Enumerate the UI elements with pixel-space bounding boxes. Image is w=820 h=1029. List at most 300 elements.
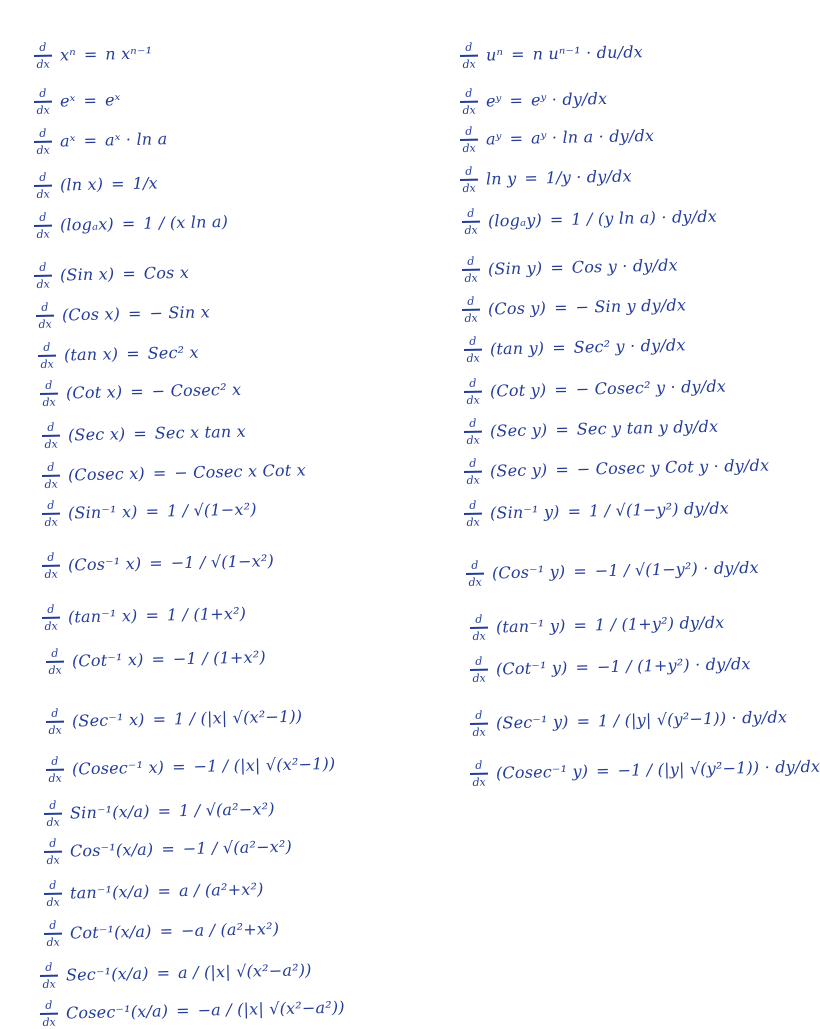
d-dx-numerator: d [39, 170, 47, 184]
d-dx-numerator: d [469, 334, 477, 348]
d-dx-operator [470, 614, 489, 642]
formula-rhs: Sec x tan x [154, 421, 247, 443]
formula-rhs: eˣ [104, 89, 121, 110]
derivative-formula [460, 38, 643, 69]
equals-sign: = [83, 90, 98, 110]
d-dx-numerator: d [39, 40, 47, 54]
fraction-bar [462, 221, 480, 223]
d-dx-denominator: dx [48, 723, 62, 737]
formula-lhs: (Sin x) [59, 264, 115, 285]
formula-rhs: Cos x [143, 262, 190, 283]
derivative-formula [34, 40, 153, 70]
d-dx-operator [470, 656, 489, 684]
formula-lhs: Sin⁻¹(x/a) [69, 801, 150, 823]
derivative-formula [464, 373, 727, 406]
d-dx-operator [470, 760, 489, 788]
equals-sign: = [83, 130, 98, 150]
derivative-formula [34, 86, 121, 115]
d-dx-operator [464, 500, 483, 528]
d-dx-numerator: d [47, 550, 55, 564]
d-dx-numerator: d [475, 708, 483, 722]
d-dx-denominator: dx [464, 271, 478, 285]
formula-rhs: Sec² y · dy/dx [573, 335, 686, 357]
derivative-formula [42, 496, 257, 528]
derivative-formula [40, 956, 312, 989]
equals-sign: = [145, 605, 160, 625]
derivative-formula [42, 418, 246, 450]
fraction-bar [470, 669, 488, 671]
formula-lhs: (Cosec x) [67, 463, 146, 485]
d-dx-numerator: d [51, 646, 59, 660]
derivative-formula [34, 169, 158, 199]
formula-rhs: a / (|x| √(x²−a²)) [177, 960, 312, 982]
d-dx-numerator: d [41, 300, 49, 314]
fraction-bar [460, 55, 478, 57]
d-dx-numerator: d [47, 498, 55, 512]
d-dx-numerator: d [51, 754, 59, 768]
d-dx-operator [464, 378, 483, 406]
derivative-formula [38, 339, 199, 370]
d-dx-denominator: dx [462, 57, 476, 71]
formula-rhs: 1 / (|y| √(y²−1)) · dy/dx [597, 707, 788, 731]
fraction-bar [464, 391, 482, 393]
d-dx-numerator: d [469, 416, 477, 430]
formula-rhs: 1 / (x ln a) [143, 211, 229, 233]
formula-lhs: (tan x) [63, 344, 119, 365]
fraction-bar [34, 225, 52, 227]
equals-sign: = [554, 379, 568, 399]
fraction-bar [42, 617, 60, 619]
fraction-bar [34, 55, 52, 57]
equals-sign: = [130, 381, 144, 401]
d-dx-operator [42, 462, 61, 490]
d-dx-denominator: dx [38, 317, 52, 331]
d-dx-denominator: dx [48, 663, 62, 677]
d-dx-numerator: d [465, 124, 473, 138]
d-dx-numerator: d [39, 86, 47, 100]
derivative-formula [44, 875, 264, 907]
formula-rhs: − Sin x [149, 302, 211, 323]
formula-lhs: (Cot⁻¹ y) [495, 657, 568, 679]
d-dx-denominator: dx [472, 671, 486, 685]
derivative-formula [42, 600, 247, 632]
equals-sign: = [149, 553, 163, 573]
d-dx-operator [46, 708, 65, 736]
d-dx-numerator: d [45, 960, 53, 974]
formula-rhs: 1/x [132, 173, 158, 193]
fraction-bar [34, 141, 52, 143]
d-dx-denominator: dx [472, 775, 486, 789]
fraction-bar [44, 851, 62, 853]
formula-rhs: −1 / √(a²−x²) [182, 836, 293, 858]
formula-lhs: eʸ [485, 90, 502, 111]
d-dx-operator [460, 166, 479, 194]
equals-sign: = [555, 419, 569, 439]
derivative-formula [44, 795, 275, 827]
fraction-bar [44, 813, 62, 815]
fraction-bar [462, 309, 480, 311]
fraction-bar [42, 435, 60, 437]
d-dx-numerator: d [469, 376, 477, 390]
equals-sign: = [110, 173, 125, 194]
d-dx-numerator: d [49, 878, 57, 892]
fraction-bar [34, 185, 52, 187]
formula-lhs: uⁿ [485, 44, 504, 65]
d-dx-numerator: d [47, 460, 55, 474]
formula-lhs: (tan⁻¹ y) [495, 615, 566, 637]
d-dx-operator [42, 500, 61, 528]
d-dx-numerator: d [47, 420, 55, 434]
d-dx-numerator: d [45, 998, 53, 1012]
d-dx-operator [34, 42, 53, 70]
derivative-formula [34, 259, 190, 290]
d-dx-numerator: d [467, 254, 475, 268]
derivative-formula [44, 915, 280, 947]
formula-rhs: − Cosec y Cot y · dy/dx [576, 455, 770, 479]
formula-rhs: a / (a²+x²) [178, 879, 264, 900]
fraction-bar [42, 475, 60, 477]
fraction-bar [40, 393, 58, 395]
equals-sign: = [161, 839, 175, 859]
formula-lhs: Cot⁻¹(x/a) [69, 921, 152, 943]
formula-rhs: n uⁿ⁻¹ · du/dx [532, 41, 644, 64]
fraction-bar [44, 933, 62, 935]
d-dx-numerator: d [49, 836, 57, 850]
d-dx-numerator: d [49, 918, 57, 932]
d-dx-denominator: dx [42, 1015, 56, 1029]
d-dx-denominator: dx [466, 515, 480, 529]
fraction-bar [460, 179, 478, 181]
formula-lhs: (Sec⁻¹ x) [71, 709, 145, 731]
equals-sign: = [151, 649, 166, 669]
derivative-formula [42, 547, 275, 579]
d-dx-numerator: d [39, 260, 47, 274]
equals-sign: = [524, 168, 538, 188]
formula-lhs: (Cot x) [65, 382, 123, 403]
d-dx-denominator: dx [44, 619, 58, 633]
formula-rhs: 1 / √(a²−x²) [178, 798, 275, 820]
d-dx-numerator: d [475, 758, 483, 772]
d-dx-denominator: dx [42, 977, 56, 991]
d-dx-operator [464, 336, 483, 364]
d-dx-numerator: d [51, 706, 59, 720]
d-dx-numerator: d [475, 654, 483, 668]
derivative-formula [464, 494, 729, 527]
derivative-formula [42, 456, 306, 489]
formula-lhs: Sec⁻¹(x/a) [65, 963, 149, 985]
derivative-formula [36, 298, 210, 329]
equals-sign: = [509, 90, 524, 110]
d-dx-numerator: d [465, 86, 473, 100]
formula-lhs: tan⁻¹(x/a) [69, 881, 150, 903]
d-dx-denominator: dx [46, 895, 60, 909]
d-dx-numerator: d [467, 206, 475, 220]
formula-rhs: aˣ · ln a [104, 128, 168, 150]
d-dx-denominator: dx [472, 725, 486, 739]
d-dx-operator [44, 880, 63, 908]
formula-lhs: xⁿ [59, 44, 77, 65]
d-dx-denominator: dx [462, 103, 476, 117]
d-dx-numerator: d [465, 164, 473, 178]
equals-sign: = [145, 501, 160, 521]
formula-lhs: (logₐy) [487, 210, 543, 231]
d-dx-numerator: d [465, 40, 473, 54]
fraction-bar [38, 355, 56, 357]
d-dx-numerator: d [469, 456, 477, 470]
equals-sign: = [575, 657, 590, 677]
formula-rhs: −a / (|x| √(x²−a²)) [197, 997, 345, 1020]
d-dx-denominator: dx [36, 227, 50, 241]
equals-sign: = [509, 128, 524, 148]
formula-lhs: (Sin⁻¹ y) [489, 501, 560, 523]
equals-sign: = [552, 337, 566, 357]
d-dx-operator [34, 262, 53, 290]
formula-rhs: −1 / √(1−y²) · dy/dx [594, 557, 759, 581]
derivative-formula [462, 251, 678, 283]
equals-sign: = [576, 711, 591, 731]
fraction-bar [34, 101, 52, 103]
formula-lhs: (Cos⁻¹ x) [67, 553, 142, 575]
formula-lhs: (tan⁻¹ x) [67, 605, 138, 627]
fraction-bar [46, 769, 64, 771]
formula-rhs: Cos y · dy/dx [571, 255, 678, 277]
fraction-bar [460, 139, 478, 141]
equals-sign: = [595, 760, 610, 781]
derivative-formula [470, 753, 820, 788]
derivative-formula [40, 994, 345, 1028]
formula-lhs: (Cosec⁻¹ x) [71, 757, 165, 779]
fraction-bar [46, 661, 64, 663]
d-dx-denominator: dx [466, 473, 480, 487]
d-dx-operator [466, 560, 485, 588]
fraction-bar [460, 101, 478, 103]
formula-rhs: eʸ · dy/dx [530, 88, 608, 110]
derivative-formula [46, 703, 303, 736]
d-dx-operator [46, 648, 65, 676]
formula-lhs: ln y [485, 168, 517, 189]
equals-sign: = [156, 963, 171, 983]
equals-sign: = [157, 881, 172, 901]
d-dx-operator [462, 256, 481, 284]
formula-rhs: −1 / (|x| √(x²−1)) [193, 753, 336, 776]
d-dx-denominator: dx [44, 567, 58, 581]
formula-lhs: (Cosec⁻¹ y) [495, 761, 589, 783]
equals-sign: = [175, 1000, 190, 1020]
fraction-bar [36, 315, 54, 317]
fraction-bar [470, 723, 488, 725]
derivative-formula [34, 125, 168, 155]
formula-lhs: Cosec⁻¹(x/a) [65, 1001, 169, 1023]
d-dx-numerator: d [469, 498, 477, 512]
d-dx-operator [34, 212, 53, 240]
formula-lhs: (Sec⁻¹ y) [495, 711, 569, 733]
formula-lhs: (Cot y) [489, 380, 547, 401]
derivative-formula [464, 413, 719, 446]
formula-rhs: 1 / (y ln a) · dy/dx [571, 206, 718, 229]
d-dx-numerator: d [43, 340, 51, 354]
d-dx-operator [34, 88, 53, 116]
formula-rhs: − Cosec x Cot x [174, 460, 307, 482]
formula-lhs: (Cos x) [61, 303, 121, 325]
formula-rhs: n xⁿ⁻¹ [105, 43, 153, 64]
d-dx-operator [464, 458, 483, 486]
formula-rhs: 1 / √(1−x²) [166, 499, 257, 521]
equals-sign: = [83, 44, 98, 64]
d-dx-operator [38, 342, 57, 370]
derivative-formula [40, 376, 242, 408]
fraction-bar [462, 269, 480, 271]
d-dx-numerator: d [467, 294, 475, 308]
formula-lhs: (Sec x) [67, 424, 126, 445]
formula-lhs: (Cos⁻¹ y) [491, 561, 566, 583]
formula-rhs: Sec y tan y dy/dx [576, 416, 719, 439]
formula-rhs: −1 / (|y| √(y²−1)) · dy/dx [617, 756, 820, 780]
d-dx-operator [460, 88, 479, 116]
fraction-bar [464, 431, 482, 433]
d-dx-operator [40, 380, 59, 408]
formula-lhs: (Sin⁻¹ x) [67, 501, 138, 523]
d-dx-numerator: d [39, 126, 47, 140]
equals-sign: = [159, 921, 174, 941]
formula-rhs: Sec² x [147, 342, 199, 363]
d-dx-denominator: dx [46, 853, 60, 867]
derivative-formula [470, 703, 788, 737]
equals-sign: = [555, 459, 569, 479]
equals-sign: = [157, 801, 172, 821]
d-dx-denominator: dx [48, 771, 62, 785]
formula-rhs: 1 / (|x| √(x²−1)) [173, 706, 303, 729]
derivative-formula [46, 750, 336, 784]
d-dx-operator [462, 208, 481, 236]
formula-rhs: 1 / (1+x²) [166, 603, 247, 625]
d-dx-denominator: dx [464, 223, 478, 237]
d-dx-denominator: dx [46, 935, 60, 949]
formula-lhs: aˣ [59, 130, 76, 151]
d-dx-numerator: d [49, 798, 57, 812]
derivative-formula [460, 85, 608, 116]
formula-lhs: (Sec y) [489, 460, 548, 481]
formula-lhs: aʸ [485, 128, 502, 149]
d-dx-denominator: dx [462, 181, 476, 195]
formula-rhs: aʸ · ln a · dy/dx [530, 125, 655, 148]
d-dx-operator [34, 172, 53, 200]
d-dx-denominator: dx [44, 477, 58, 491]
fraction-bar [40, 975, 58, 977]
formula-lhs: (Sec y) [489, 420, 548, 441]
derivative-formula [470, 650, 751, 683]
formula-rhs: −1 / (1+y²) · dy/dx [596, 653, 751, 677]
formula-rhs: − Cosec² y · dy/dx [575, 376, 727, 399]
formula-rhs: −1 / (1+x²) [172, 647, 266, 669]
derivative-formula [466, 554, 759, 588]
d-dx-numerator: d [475, 612, 483, 626]
d-dx-denominator: dx [36, 103, 50, 117]
derivative-formula [34, 208, 229, 240]
d-dx-numerator: d [39, 210, 47, 224]
d-dx-operator [460, 42, 479, 70]
formula-rhs: − Sin y dy/dx [575, 295, 687, 317]
equals-sign: = [126, 343, 140, 363]
d-dx-numerator: d [47, 602, 55, 616]
formula-lhs: (tan y) [489, 338, 545, 359]
equals-sign: = [122, 263, 136, 283]
equals-sign: = [567, 501, 582, 521]
d-dx-denominator: dx [466, 393, 480, 407]
derivative-formula [460, 162, 632, 193]
d-dx-operator [46, 756, 65, 784]
d-dx-operator [42, 422, 61, 450]
fraction-bar [466, 573, 484, 575]
d-dx-operator [40, 962, 59, 990]
d-dx-numerator: d [471, 558, 479, 572]
formula-lhs: (ln x) [59, 174, 104, 195]
d-dx-denominator: dx [464, 311, 478, 325]
derivative-formula [460, 122, 655, 154]
d-dx-denominator: dx [36, 187, 50, 201]
d-dx-denominator: dx [44, 515, 58, 529]
fraction-bar [34, 275, 52, 277]
equals-sign: = [152, 463, 167, 483]
formula-lhs: (logₐx) [59, 214, 115, 235]
d-dx-denominator: dx [44, 437, 58, 451]
derivative-formula [464, 331, 686, 363]
fraction-bar [464, 513, 482, 515]
formula-lhs: Cos⁻¹(x/a) [69, 839, 154, 861]
d-dx-operator [462, 296, 481, 324]
fraction-bar [40, 1013, 58, 1015]
d-dx-operator [464, 418, 483, 446]
d-dx-denominator: dx [466, 433, 480, 447]
d-dx-denominator: dx [468, 575, 482, 589]
equals-sign: = [553, 297, 568, 317]
derivative-formula [462, 291, 687, 323]
equals-sign: = [152, 709, 167, 729]
equals-sign: = [171, 756, 186, 777]
derivative-formula [462, 203, 717, 236]
equals-sign: = [133, 423, 147, 443]
formula-rhs: − Cosec² x [151, 379, 242, 401]
fraction-bar [42, 513, 60, 515]
derivative-formula [464, 452, 770, 486]
d-dx-numerator: d [45, 378, 53, 392]
d-dx-operator [470, 710, 489, 738]
d-dx-denominator: dx [42, 395, 56, 409]
d-dx-denominator: dx [462, 141, 476, 155]
d-dx-denominator: dx [466, 351, 480, 365]
d-dx-denominator: dx [36, 143, 50, 157]
derivative-formula [46, 643, 266, 675]
formula-rhs: 1 / (1+y²) dy/dx [594, 612, 725, 635]
formula-rhs: −a / (a²+x²) [180, 918, 280, 940]
equals-sign: = [127, 303, 142, 323]
equals-sign: = [510, 44, 525, 64]
d-dx-operator [44, 920, 63, 948]
d-dx-operator [44, 838, 63, 866]
derivative-formula [470, 609, 725, 642]
equals-sign: = [549, 209, 564, 229]
formula-rhs: 1/y · dy/dx [545, 166, 632, 187]
d-dx-denominator: dx [40, 357, 54, 371]
fraction-bar [464, 471, 482, 473]
fraction-bar [470, 627, 488, 629]
d-dx-denominator: dx [472, 629, 486, 643]
d-dx-denominator: dx [36, 57, 50, 71]
formula-lhs: (Cot⁻¹ x) [71, 649, 144, 671]
formula-rhs: 1 / √(1−y²) dy/dx [588, 498, 730, 521]
formula-lhs: (Sin y) [487, 258, 543, 279]
equals-sign: = [550, 257, 564, 277]
fraction-bar [44, 893, 62, 895]
